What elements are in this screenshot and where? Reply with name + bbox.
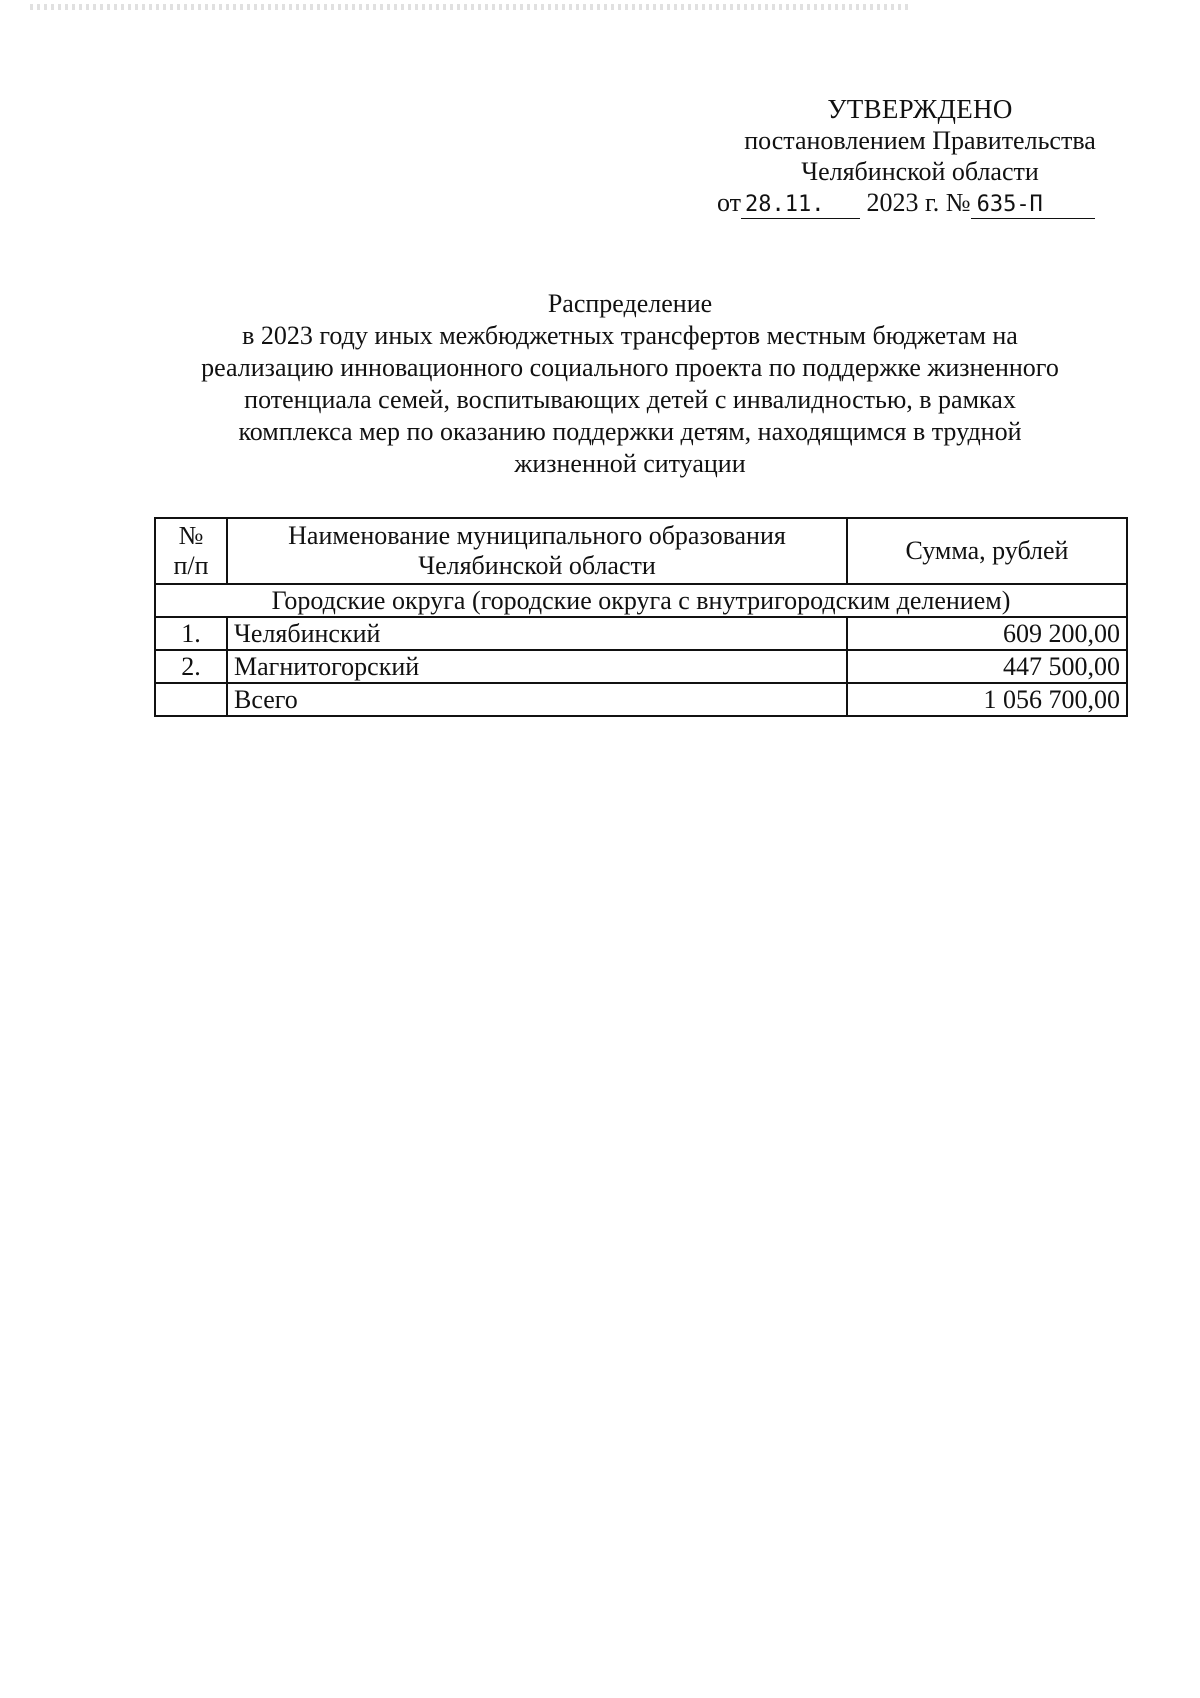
- table-row: [155, 617, 1127, 650]
- date-field: 28.11.: [741, 192, 860, 219]
- document-title: [140, 288, 1120, 480]
- year-number-label: 2023 г. №: [866, 188, 971, 217]
- row-num: 1.: [155, 617, 227, 650]
- total-row: [155, 683, 1127, 716]
- row-name: Челябинский: [227, 617, 847, 650]
- title-line: в 2023 году иных межбюджетных трансфертов местным бюджетам на: [242, 321, 1018, 350]
- approval-line-1: постановлением Правительства: [744, 126, 1096, 155]
- group-row: [155, 584, 1127, 617]
- table-row: [155, 650, 1127, 683]
- scan-artifact-strip: [30, 4, 910, 10]
- title-line: потенциала семей, воспитывающих детей с инвалидностью, в рамках: [244, 385, 1016, 414]
- header-name: Наименование муниципального образования Челябинской области: [227, 518, 847, 584]
- header-sum: Сумма, рублей: [847, 518, 1127, 584]
- title-line: реализацию инновационного социального проекта по поддержке жизненного: [201, 353, 1059, 382]
- approval-date-line: [717, 187, 1120, 219]
- approval-heading: УТВЕРЖДЕНО: [827, 94, 1013, 124]
- title-line: жизненной ситуации: [514, 449, 746, 478]
- total-num: [155, 683, 227, 716]
- row-sum: 447 500,00: [847, 650, 1127, 683]
- total-label: Всего: [227, 683, 847, 716]
- date-prefix: от: [717, 188, 742, 217]
- approval-stamp: [717, 94, 1120, 219]
- approval-line-2: Челябинской области: [801, 157, 1039, 186]
- title-line: комплекса мер по оказанию поддержки детям, находящимся в трудной: [238, 417, 1022, 446]
- header-num: № п/п: [155, 518, 227, 584]
- title-line: Распределение: [547, 289, 713, 318]
- total-sum: 1 056 700,00: [847, 683, 1127, 716]
- number-field: 635-П: [971, 192, 1095, 219]
- distribution-table: [154, 517, 1128, 717]
- group-label: Городские округа (городские округа с внутригородским делением): [155, 584, 1127, 617]
- table-header-row: [155, 518, 1127, 584]
- row-sum: 609 200,00: [847, 617, 1127, 650]
- row-num: 2.: [155, 650, 227, 683]
- row-name: Магнитогорский: [227, 650, 847, 683]
